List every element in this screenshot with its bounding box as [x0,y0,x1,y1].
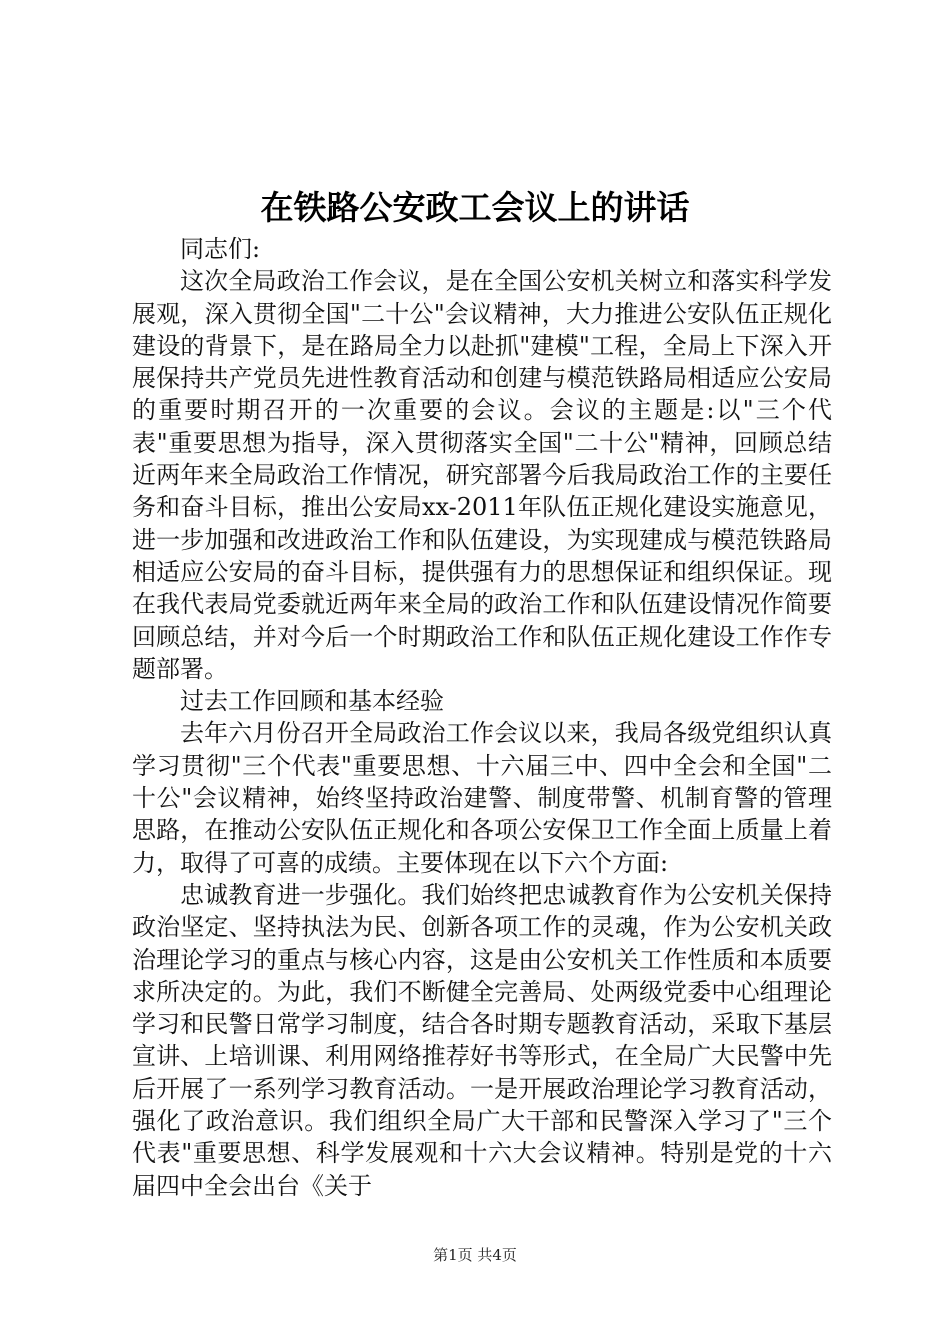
section-heading: 过去工作回顾和基本经验 [180,687,444,716]
document-body [132,233,832,1202]
page-number: 第1页 共4页 [433,1246,517,1264]
salutation: 同志们: [180,235,261,263]
document-title: 在铁路公安政工会议上的讲话 [260,188,690,227]
paragraph-loyalty-education: 忠诚教育进一步强化。我们始终把忠诚教育作为公安机关保持政治坚定、坚持执法为民、创新各项工作的灵魂，作为公安机关政治理论学习的重点与核心内容，这是由公安机关工作性质和本质要求所决定的。为此，我们不断健全完善局、处两级党委中心组理论学习和民警日常学习制度，结合各时期专题教育活动，采取下基层宣讲、上培训课、利用网络推荐好书等形式，在全局广大民警中先后开展了一系列学习教育活动。一是开展政治理论学习教育活动，强化了政治意识。我们组织全局广大干部和民警深入学习了"三个代表"重要思想、科学发展观和十六大会议精神。特别是党的十六届四中全会出台《关于 [132,880,832,1200]
paragraph-review: 去年六月份召开全局政治工作会议以来，我局各级党组织认真学习贯彻"三个代表"重要思想、十六届三中、四中全会和全国"二十公"会议精神，始终坚持政治建警、制度带警、机制育警的管理思路，在推动公安队伍正规化和各项公安保卫工作全面上质量上着力，取得了可喜的成绩。主要体现在以下六个方面: [132,719,832,877]
paragraph-intro: 这次全局政治工作会议，是在全国公安机关树立和落实科学发展观，深入贯彻全国"二十公"会议精神，大力推进公安队伍正规化建设的背景下，是在路局全力以赴抓"建模"工程，全局上下深入开展保持共产党员先进性教育活动和创建与模范铁路局相适应公安局的重要时期召开的一次重要的会议。会议的主题是:以"三个代表"重要思想为指导，深入贯彻落实全国"二十公"精神，回顾总结近两年来全局政治工作情况，研究部署今后我局政治工作的主要任务和奋斗目标，推出公安局xx-2011年队伍正规化建设实施意见，进一步加强和改进政治工作和队伍建设，为实现建成与模范铁路局相适应公安局的奋斗目标，提供强有力的思想保证和组织保证。现在我代表局党委就近两年来全局的政治工作和队伍建设情况作简要回顾总结，并对今后一个时期政治工作和队伍正规化建设工作作专题部署。 [132,267,832,683]
